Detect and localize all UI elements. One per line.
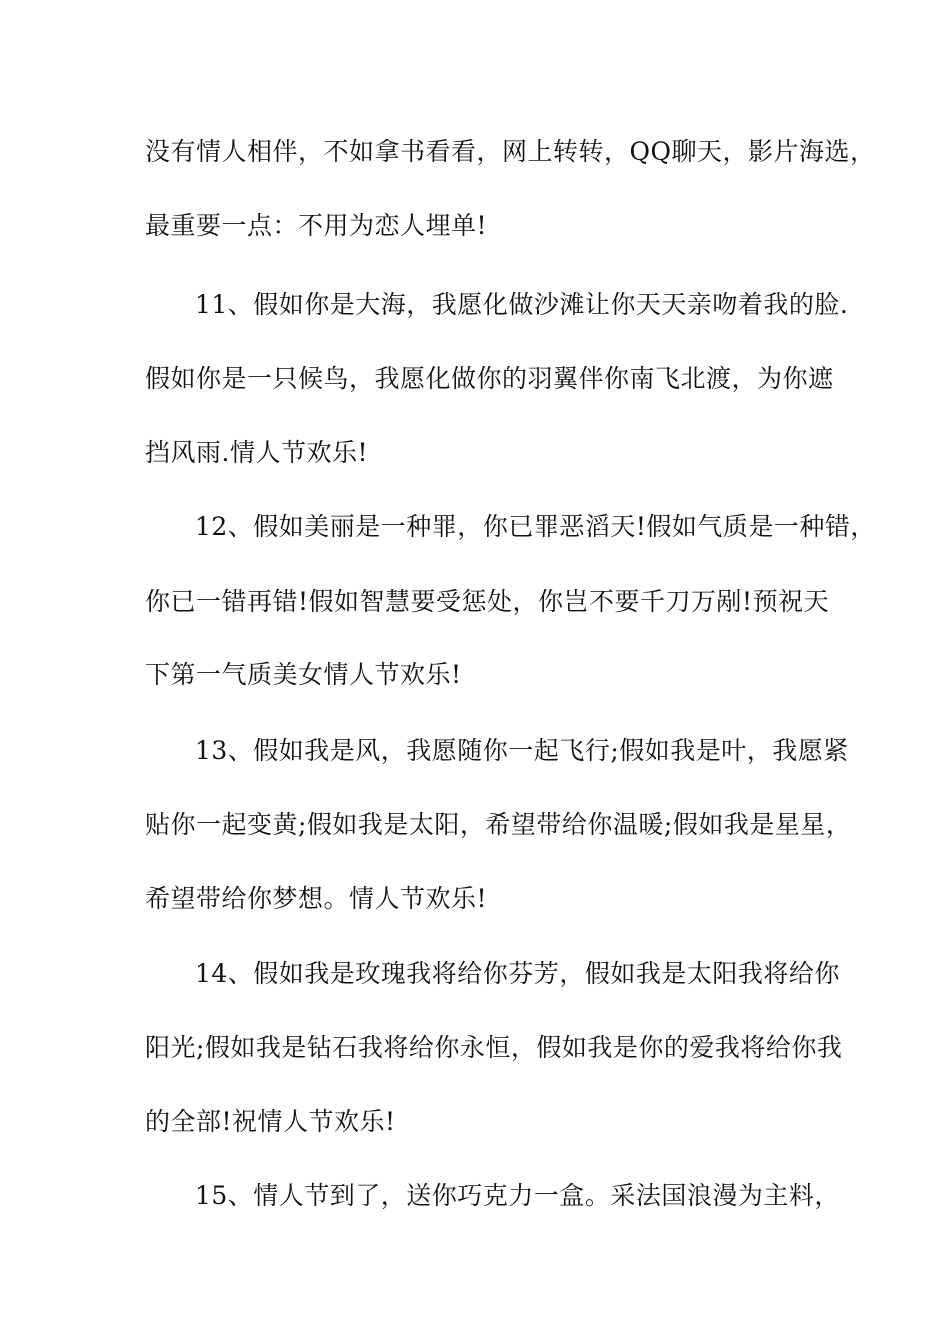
paragraph-12-start: 12、假如美丽是一种罪，你已罪恶滔天!假如气质是一种错，: [195, 512, 876, 541]
paragraph-11-start: 11、假如你是大海，我愿化做沙滩让你天天亲吻着我的脸.: [195, 290, 849, 319]
paragraph-15-start: 15、情人节到了，送你巧克力一盒。采法国浪漫为主料，: [195, 1181, 840, 1210]
text-line: 假如你是一只候鸟，我愿化做你的羽翼伴你南飞北渡，为你遮: [145, 364, 834, 393]
text-line: 你已一错再错!假如智慧要受惩处，你岂不要千刀万剐!预祝天: [145, 587, 830, 616]
paragraph-13-start: 13、假如我是风，我愿随你一起飞行;假如我是叶，我愿紧: [195, 736, 849, 765]
text-line: 最重要一点：不用为恋人埋单!: [145, 211, 488, 240]
text-line: 阳光;假如我是钻石我将给你永恒，假如我是你的爱我将给你我: [145, 1033, 843, 1062]
text-line: 下第一气质美女情人节欢乐!: [145, 660, 462, 689]
text-line: 贴你一起变黄;假如我是太阳，希望带给你温暖;假如我是星星，: [145, 810, 852, 839]
text-line: 的全部!祝情人节欢乐!: [145, 1107, 396, 1136]
text-line: 希望带给你梦想。情人节欢乐!: [145, 884, 488, 913]
text-line: 挡风雨.情人节欢乐!: [145, 438, 368, 467]
paragraph-14-start: 14、假如我是玫瑰我将给你芬芳，假如我是太阳我将给你: [195, 959, 840, 988]
text-line: 没有情人相伴，不如拿书看看，网上转转，QQ聊天，影片海选，: [145, 137, 876, 166]
